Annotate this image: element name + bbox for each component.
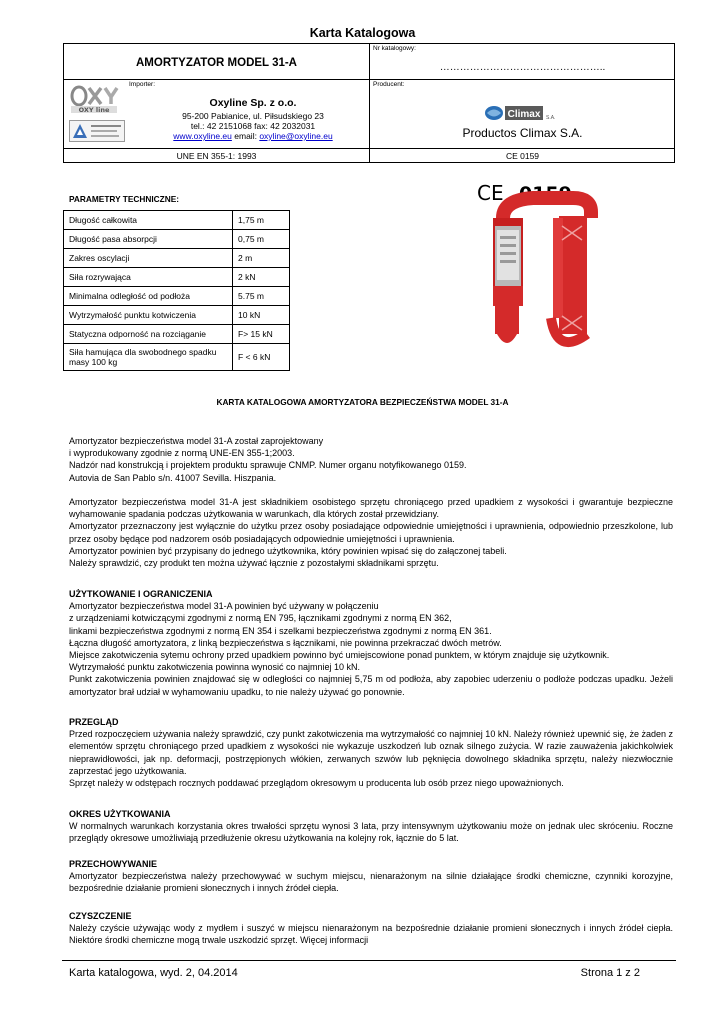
param-value: 10 kN — [233, 306, 290, 325]
param-name: Zakres oscylacji — [64, 249, 233, 268]
usage-line: Wytrzymałość punktu zakotwiczenia powinna wynosić co najmniej 10 kN. — [69, 662, 361, 673]
storage-block — [69, 858, 673, 895]
usage-line: Łączna długość amortyzatora, z linką bezpieczeństwa s łącznikami, nie powinna przekraczać dwóch metrów. — [69, 637, 502, 648]
description-paragraph: Amortyzator powinien być przypisany do jednego użytkownika, który powinien wpisać się do załączonej tabeli. — [69, 545, 507, 556]
climax-logo — [484, 104, 564, 122]
footer-edition: Karta katalogowa, wyd. 2, 04.2014 — [69, 967, 238, 979]
footer-page-number: Strona 1 z 2 — [580, 967, 640, 979]
importer-label: Importer: — [129, 81, 156, 88]
param-value: 0,75 m — [233, 230, 290, 249]
review-heading: PRZEGLĄD — [69, 717, 119, 727]
importer-contact — [139, 131, 367, 141]
usage-block — [69, 588, 673, 698]
intro-block — [69, 435, 673, 484]
params-row — [64, 230, 290, 249]
climax-logo-suffix: S.A. — [546, 115, 556, 121]
intro-line: Nadzór nad konstrukcją i projektem produktu sprawuje CNMP. Numer organu notyfikowanego 0159. — [69, 460, 467, 471]
param-name: Długość pasa absorpcji — [64, 230, 233, 249]
importer-phones: tel.: 42 2151068 fax: 42 2032031 — [190, 121, 316, 131]
intro-line: i wyprodukowany zgodnie z normą UNE-EN 355-1;2003. — [69, 448, 295, 459]
importer-name: Oxyline Sp. z o.o. — [209, 97, 297, 109]
param-name: Długość całkowita — [64, 211, 233, 230]
param-value: 2 m — [233, 249, 290, 268]
description-paragraph: Amortyzator bezpieczeństwa model 31-A jest składnikiem osobistego sprzętu chroniącego przed upadkiem z wysokości i gwarantuje bezpieczne wyhamowanie spadania podczas użytkowania w warunkach, dla których został przewidziany. — [69, 497, 673, 520]
param-value: 2 kN — [233, 268, 290, 287]
usage-line: Amortyzator bezpieczeństwa model 31-A powinien być używany w połączeniu — [69, 601, 379, 612]
param-name: Minimalna odległość od podłoża — [64, 287, 233, 306]
params-title: PARAMETRY TECHNICZNE: — [69, 194, 180, 204]
footer-divider — [62, 960, 676, 961]
param-name: Statyczna odporność na rozciąganie — [64, 325, 233, 344]
header-table — [63, 43, 675, 163]
description-block — [69, 496, 673, 569]
oxyline-logo — [69, 84, 121, 114]
param-value: 1,75 m — [233, 211, 290, 230]
param-name: Siła rozrywająca — [64, 268, 233, 287]
description-paragraph: Należy sprawdzić, czy produkt ten można używać łącznie z pozostałymi składnikami sprzętu. — [69, 558, 439, 569]
document-title: Karta Katalogowa — [309, 26, 416, 40]
intro-line: Autovia de San Pablo s/n. 41007 Sevilla. Hiszpania. — [69, 472, 277, 483]
certification-badge — [69, 120, 125, 142]
oxyline-logo-text: OXY line — [78, 106, 110, 114]
param-value: 5.75 m — [233, 287, 290, 306]
params-row — [64, 268, 290, 287]
producer-name: Productos Climax S.A. — [462, 126, 583, 140]
model-name: AMORTYZATOR MODEL 31-A — [135, 57, 297, 69]
email-link[interactable]: oxyline@oxyline.eu — [259, 131, 333, 141]
params-row — [64, 287, 290, 306]
review-block — [69, 716, 673, 789]
lifetime-paragraph: W normalnych warunkach korzystania okres trwałości sprzętu wynosi 3 lata, przy intensywnym użytkowaniu może on jednak ulec skróceniu. Roczne przeglądy okresowe umożliwiają przedłużenie okresu użytkowania na kolejny rok, łącznie do 5 lat. — [69, 821, 673, 844]
catalog-value: ………………………………………….. — [439, 62, 606, 73]
params-row — [64, 306, 290, 325]
params-table — [63, 210, 290, 371]
usage-line: Miejsce zakotwiczenia sytemu ochrony przed upadkiem powinno być umiejscowione ponad punktem, w którym znajduje się użytkownik. — [69, 650, 610, 661]
storage-heading: PRZECHOWYWANIE — [69, 859, 158, 869]
product-image — [473, 178, 653, 358]
header-row-divider — [64, 79, 674, 80]
lifetime-block — [69, 808, 673, 845]
standard-left: UNE EN 355-1: 1993 — [176, 151, 257, 161]
params-row — [64, 325, 290, 344]
importer-address: 95-200 Pabianice, ul. Piłsudskiego 23 — [182, 111, 324, 121]
storage-paragraph: Amortyzator bezpieczeństwa należy przechowywać w suchym miejscu, nienarażonym na silnie działające środki chemiczne, czynniki korozyjne, bezpośrednie działanie promieni słonecznych i innych źródeł ciepła. — [69, 871, 673, 894]
review-paragraph: Przed rozpoczęciem używania należy sprawdzić, czy punkt zakotwiczenia ma wytrzymałość co najmniej 10 kN. Należy również upewnić się, że żaden z elementów sprzętu chroniącego przed upadkiem z wysokości nie wykazuje uszkodzeń lub oznak silnego zużycia. W razie zauważenia jakichkolwiek nieprawidłowości, jak np. deformacji, postrzępionych włókien, zerwanych szwów lub pęknięcia dowolnego składnika sprzętu, należy niezwłocznie zaprzestać jego użytkowania. — [69, 729, 673, 776]
cleaning-block — [69, 910, 673, 947]
usage-line: Punkt zakotwiczenia powinien znajdować się w odległości co najmniej 5,75 m od podłoża, aby zapobiec uderzeniu o podłoże podczas upadku. Jeżeli amortyzator brał udział w wyhamowaniu upadku, to nie należy używać go ponownie. — [69, 674, 673, 697]
ce-number: 0159 — [519, 183, 572, 205]
section-title: KARTA KATALOGOWA AMORTYZATORA BEZPIECZEŃSTWA MODEL 31-A — [216, 397, 509, 407]
params-row — [64, 211, 290, 230]
website-link[interactable]: www.oxyline.eu — [173, 131, 232, 141]
param-name: Siła hamująca dla swobodnego spadku masy 100 kg — [64, 344, 233, 371]
producer-label: Producent: — [373, 81, 405, 88]
params-row — [64, 249, 290, 268]
email-label: email: — [234, 131, 257, 141]
description-paragraph: Amortyzator przeznaczony jest wyłącznie do użytku przez osoby posiadające odpowiednie umiejętności i uprawnienia, odpowiednio przeszkolone, lub przez osoby będące pod nadzorem osób posiadających odpowiednie umiejętności i uprawnienia. — [69, 521, 673, 544]
climax-logo-text: Climax — [507, 109, 541, 120]
header-row-divider — [64, 148, 674, 149]
ce-mark: CE — [477, 181, 504, 205]
catalog-label: Nr katalogowy: — [373, 45, 416, 52]
review-paragraph: Sprzęt należy w odstępach rocznych poddawać przeglądom okresowym u producenta lub osób przez niego upoważnionych. — [69, 778, 564, 789]
cleaning-paragraph: Należy czyście używając wody z mydłem i suszyć w miejscu nienarażonym na bezpośrednie działanie promieni słonecznych i innych źródeł ciepła. Niektóre środki chemiczne mogą trwale uszkodzić sprzęt. Więcej informacji — [69, 923, 673, 946]
params-row — [64, 344, 290, 371]
usage-line: z urządzeniami kotwiczącymi zgodnymi z normą EN 795, łącznikami zgodnymi z normą EN 362, — [69, 613, 452, 624]
standard-right: CE 0159 — [505, 151, 540, 161]
param-value: F> 15 kN — [233, 325, 290, 344]
param-value: F < 6 kN — [233, 344, 290, 371]
param-name: Wytrzymałość punktu kotwiczenia — [64, 306, 233, 325]
usage-line: linkami bezpieczeństwa zgodnymi z normą EN 354 i szelkami bezpieczeństwa zgodnymi z normą EN 361. — [69, 625, 492, 636]
usage-heading: UŻYTKOWANIE I OGRANICZENIA — [69, 589, 213, 599]
cleaning-heading: CZYSZCZENIE — [69, 911, 132, 921]
lifetime-heading: OKRES UŻYTKOWANIA — [69, 809, 171, 819]
intro-line: Amortyzator bezpieczeństwa model 31-A został zaprojektowany — [69, 436, 324, 446]
